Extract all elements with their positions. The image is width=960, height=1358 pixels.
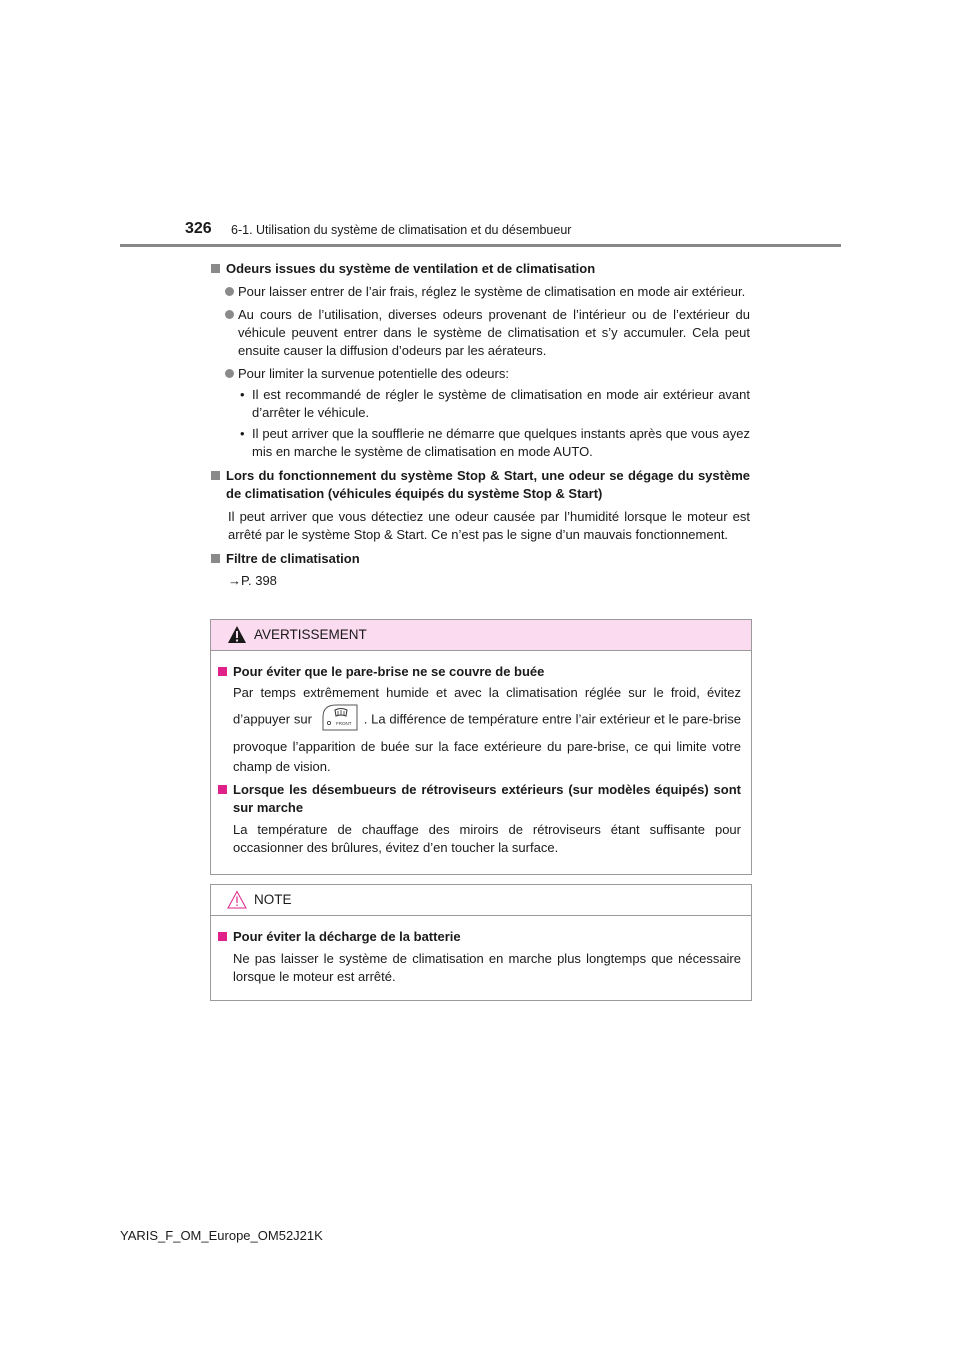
warning-box <box>210 619 752 875</box>
bullet-item: Pour laisser entrer de l’air frais, réglez le système de climatisation en mode air extérieur. <box>210 283 750 301</box>
note-label: NOTE <box>254 892 292 907</box>
warning-triangle-icon <box>227 625 247 645</box>
chapter-title: 6-1. Utilisation du système de climatisation et du désembueur <box>231 223 572 237</box>
square-bullet-icon <box>218 667 227 676</box>
sub-bullet-marker: • <box>240 387 245 402</box>
front-icon-text: FRONT <box>335 721 352 726</box>
round-bullet-icon <box>225 310 234 319</box>
sub-item: • Il peut arriver que la soufflerie ne démarre que quelques instants après que vous ayez mis en marche le système de climatisation en mode AUTO. <box>240 426 750 459</box>
section-text-stop-start: Il peut arriver que vous détectiez une odeur causée par l’humidité lorsque le moteur est arrêté par le système Stop & Start. Ce n’est pas le signe d’un mauvais fonctionnement. <box>228 509 750 542</box>
page-reference-link[interactable]: →P. 398 <box>228 573 277 588</box>
warning-label: AVERTISSEMENT <box>254 627 367 642</box>
warning-item-text: La température de chauffage des miroirs de rétroviseurs étant suffisante pour occasionner des brûlures, évitez d’en toucher la surface. <box>233 822 741 855</box>
note-item-title: Pour éviter la décharge de la batterie <box>217 928 741 946</box>
main-content <box>210 255 750 590</box>
bullet-item: Pour limiter la survenue potentielle des odeurs: <box>210 365 750 383</box>
warning-item-title: Pour éviter que le pare-brise ne se couvre de buée <box>217 663 741 681</box>
bullet-item: Au cours de l’utilisation, diverses odeurs provenant de l’intérieur ou de l’extérieur du véhicule peuvent entrer dans le système de climatisation et s’y accumuler. Cela peut ensuite causer la diffusion d’odeurs par les aérateurs. <box>210 306 750 360</box>
page-header <box>185 220 885 246</box>
section-title-filter: Filtre de climatisation <box>210 550 750 568</box>
note-box <box>210 884 752 1001</box>
sub-item: • Il est recommandé de régler le système de climatisation en mode air extérieur avant d’arrêter le véhicule. <box>240 387 750 420</box>
section-title-stop-start: Lors du fonctionnement du système Stop & Start, une odeur se dégage du système de climatisation (véhicules équipés du système Stop & Start) <box>210 467 750 503</box>
square-bullet-icon <box>218 785 227 794</box>
warning-header <box>211 620 751 651</box>
document-id: YARIS_F_OM_Europe_OM52J21K <box>120 1228 323 1243</box>
square-bullet-icon <box>218 932 227 941</box>
page-number: 326 <box>185 220 212 237</box>
warning-item-title: Lorsque les désembueurs de rétroviseurs extérieurs (sur modèles équipés) sont sur marche <box>217 781 741 817</box>
front-defogger-icon <box>320 703 360 737</box>
square-bullet-icon <box>211 471 220 480</box>
sub-bullet-marker: • <box>240 426 245 441</box>
round-bullet-icon <box>225 369 234 378</box>
warning-item-text: Par temps extrêmement humide et avec la climatisation réglée sur le froid, évitez d’appuyer sur FRONT . La différence de température entre l’air extérieur et le pare-brise provoque l’apparition de buée sur la face extérieure du pare-brise, ce qui limite votre champ de vision. <box>233 685 741 774</box>
round-bullet-icon <box>225 287 234 296</box>
note-item-text: Ne pas laisser le système de climatisation en marche plus longtemps que nécessaire lorsque le moteur est arrêté. <box>233 951 741 984</box>
header-rule <box>120 244 841 247</box>
section-title-odors: Odeurs issues du système de ventilation et de climatisation <box>210 260 750 278</box>
square-bullet-icon <box>211 554 220 563</box>
note-header <box>211 885 751 916</box>
square-bullet-icon <box>211 264 220 273</box>
caution-triangle-icon <box>227 890 247 910</box>
